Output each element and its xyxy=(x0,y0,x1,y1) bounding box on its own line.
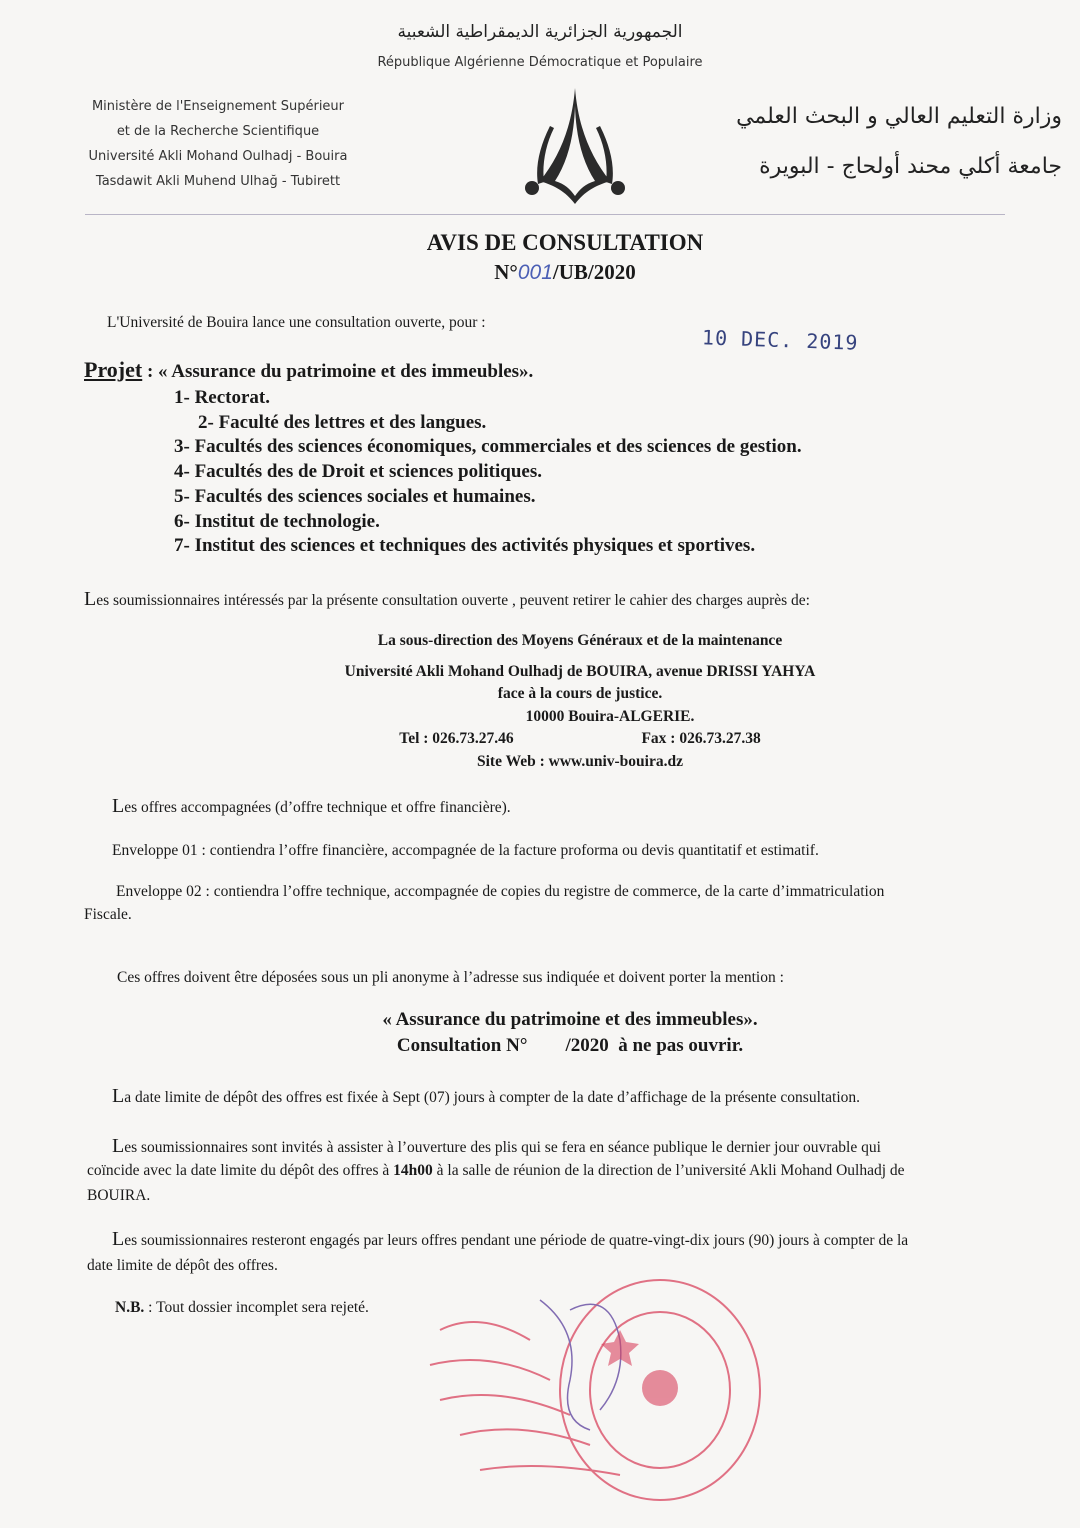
header-divider xyxy=(85,214,1005,215)
list-item: 6- Institut de technologie. xyxy=(174,510,380,532)
opening-text-end: BOUIRA. xyxy=(87,1187,151,1204)
project-title: : « Assurance du patrimoine et des immeubles». xyxy=(142,361,534,382)
envelope-2-cont: Fiscale. xyxy=(84,906,132,923)
project-heading xyxy=(84,357,533,383)
notice-title: AVIS DE CONSULTATION xyxy=(426,230,704,255)
phone-number: Tel : 026.73.27.46 xyxy=(399,730,514,747)
ministry-line-ar: جامعة أكلي محند أولحاج - البويرة xyxy=(759,154,1062,179)
ministry-line: Tasdawit Akli Muhend Ulhağ - Tubirett xyxy=(95,174,341,189)
list-item: 4- Facultés des de Droit et sciences politiques. xyxy=(174,461,542,483)
university-logo xyxy=(520,86,630,206)
date-stamp: 10 DEC. 2019 xyxy=(701,325,859,355)
engagement-text-cont: date limite de dépôt des offres. xyxy=(87,1257,278,1274)
ministry-line: Université Akli Mohand Oulhadj - Bouira xyxy=(88,149,348,164)
opening-text-cont xyxy=(87,1159,905,1182)
opening-text-part: à la salle de réunion de la direction de l’université Akli Mohand Oulhadj de xyxy=(432,1162,905,1179)
ministry-block-fr xyxy=(68,94,368,194)
deposit-text: Ces offres doivent être déposées sous un pli anonyme à l’adresse sus indiquée et doivent porter la mention : xyxy=(117,969,784,986)
opening-text: Les soumissionnaires sont invités à assister à l’ouverture des plis qui se fera en séance publique le dernier jour ouvrable qui xyxy=(112,1135,881,1157)
website: Site Web : www.univ-bouira.dz xyxy=(477,752,683,770)
list-item: 7- Institut des sciences et techniques des activités physiques et sportives. xyxy=(174,535,756,557)
list-item: 1- Rectorat. xyxy=(174,387,271,408)
republic-french: République Algérienne Démocratique et Populaire xyxy=(377,55,703,70)
address-block xyxy=(0,630,1080,773)
ministry-line: et de la Recherche Scientifique xyxy=(116,124,320,139)
nb-note xyxy=(115,1296,369,1319)
official-seal xyxy=(420,1270,780,1520)
opening-time: 14h00 xyxy=(393,1162,433,1179)
handwritten-number: 001 xyxy=(517,261,553,284)
address-line: 10000 Bouira-ALGERIE. xyxy=(525,707,695,725)
list-item: 3- Facultés des sciences économiques, commerciales et des sciences de gestion. xyxy=(174,436,802,458)
envelope-mention xyxy=(0,1007,1080,1059)
offers-text: Les offres accompagnées (d’offre technique et offre financière). xyxy=(112,795,511,817)
mention-line: « Assurance du patrimoine et des immeubles». xyxy=(382,1009,758,1030)
mention-line: Consultation N° /2020 à ne pas ouvrir. xyxy=(396,1035,744,1056)
ministry-line: Ministère de l'Enseignement Supérieur xyxy=(91,99,345,114)
notice-number-prefix: N° xyxy=(494,260,518,284)
intro-text: L'Université de Bouira lance une consultation ouverte, pour : xyxy=(107,314,486,331)
envelope-1: Enveloppe 01 : contiendra l’offre financière, accompagnée de la facture proforma ou devis quantitatif et estimatif. xyxy=(112,842,819,859)
contact-line xyxy=(0,728,1080,751)
address-line: face à la cours de justice. xyxy=(497,685,663,702)
address-line: La sous-direction des Moyens Généraux et de la maintenance xyxy=(377,632,783,649)
republic-arabic: الجمهورية الجزائرية الديمقراطية الشعبية xyxy=(397,22,683,42)
fax-number: Fax : 026.73.27.38 xyxy=(641,730,761,747)
address-line: Université Akli Mohand Oulhadj de BOUIRA, avenue DRISSI YAHYA xyxy=(344,662,816,680)
notice-number xyxy=(0,260,1080,285)
engagement-text: Les soumissionnaires resteront engagés par leurs offres pendant une période de quatre-vingt-dix jours (90) jours à compter de la xyxy=(112,1228,909,1250)
envelope-2: Enveloppe 02 : contiendra l’offre technique, accompagnée de copies du registre de commerce, de la carte d’immatriculation xyxy=(116,883,885,900)
list-item: 2- Faculté des lettres et des langues. xyxy=(198,411,487,433)
deadline-text: La date limite de dépôt des offres est fixée à Sept (07) jours à compter de la date d’affichage de la présente consultation. xyxy=(112,1085,861,1107)
ministry-line-ar: وزارة التعليم العالي و البحث العلمي xyxy=(736,104,1062,129)
opening-text-part: coïncide avec la date limite du dépôt des offres à xyxy=(87,1162,394,1179)
ministry-block-ar xyxy=(732,92,1062,192)
project-label: Projet xyxy=(84,357,143,382)
nb-text: : Tout dossier incomplet sera rejeté. xyxy=(144,1299,369,1316)
nb-label: N.B. xyxy=(115,1299,145,1316)
notice-number-suffix: /UB/2020 xyxy=(552,260,636,284)
list-item: 5- Facultés des sciences sociales et humaines. xyxy=(174,485,536,507)
project-list xyxy=(174,386,802,559)
retrieval-text: Les soumissionnaires intéressés par la présente consultation ouverte , peuvent retirer le cahier des charges auprès de: xyxy=(84,588,810,610)
